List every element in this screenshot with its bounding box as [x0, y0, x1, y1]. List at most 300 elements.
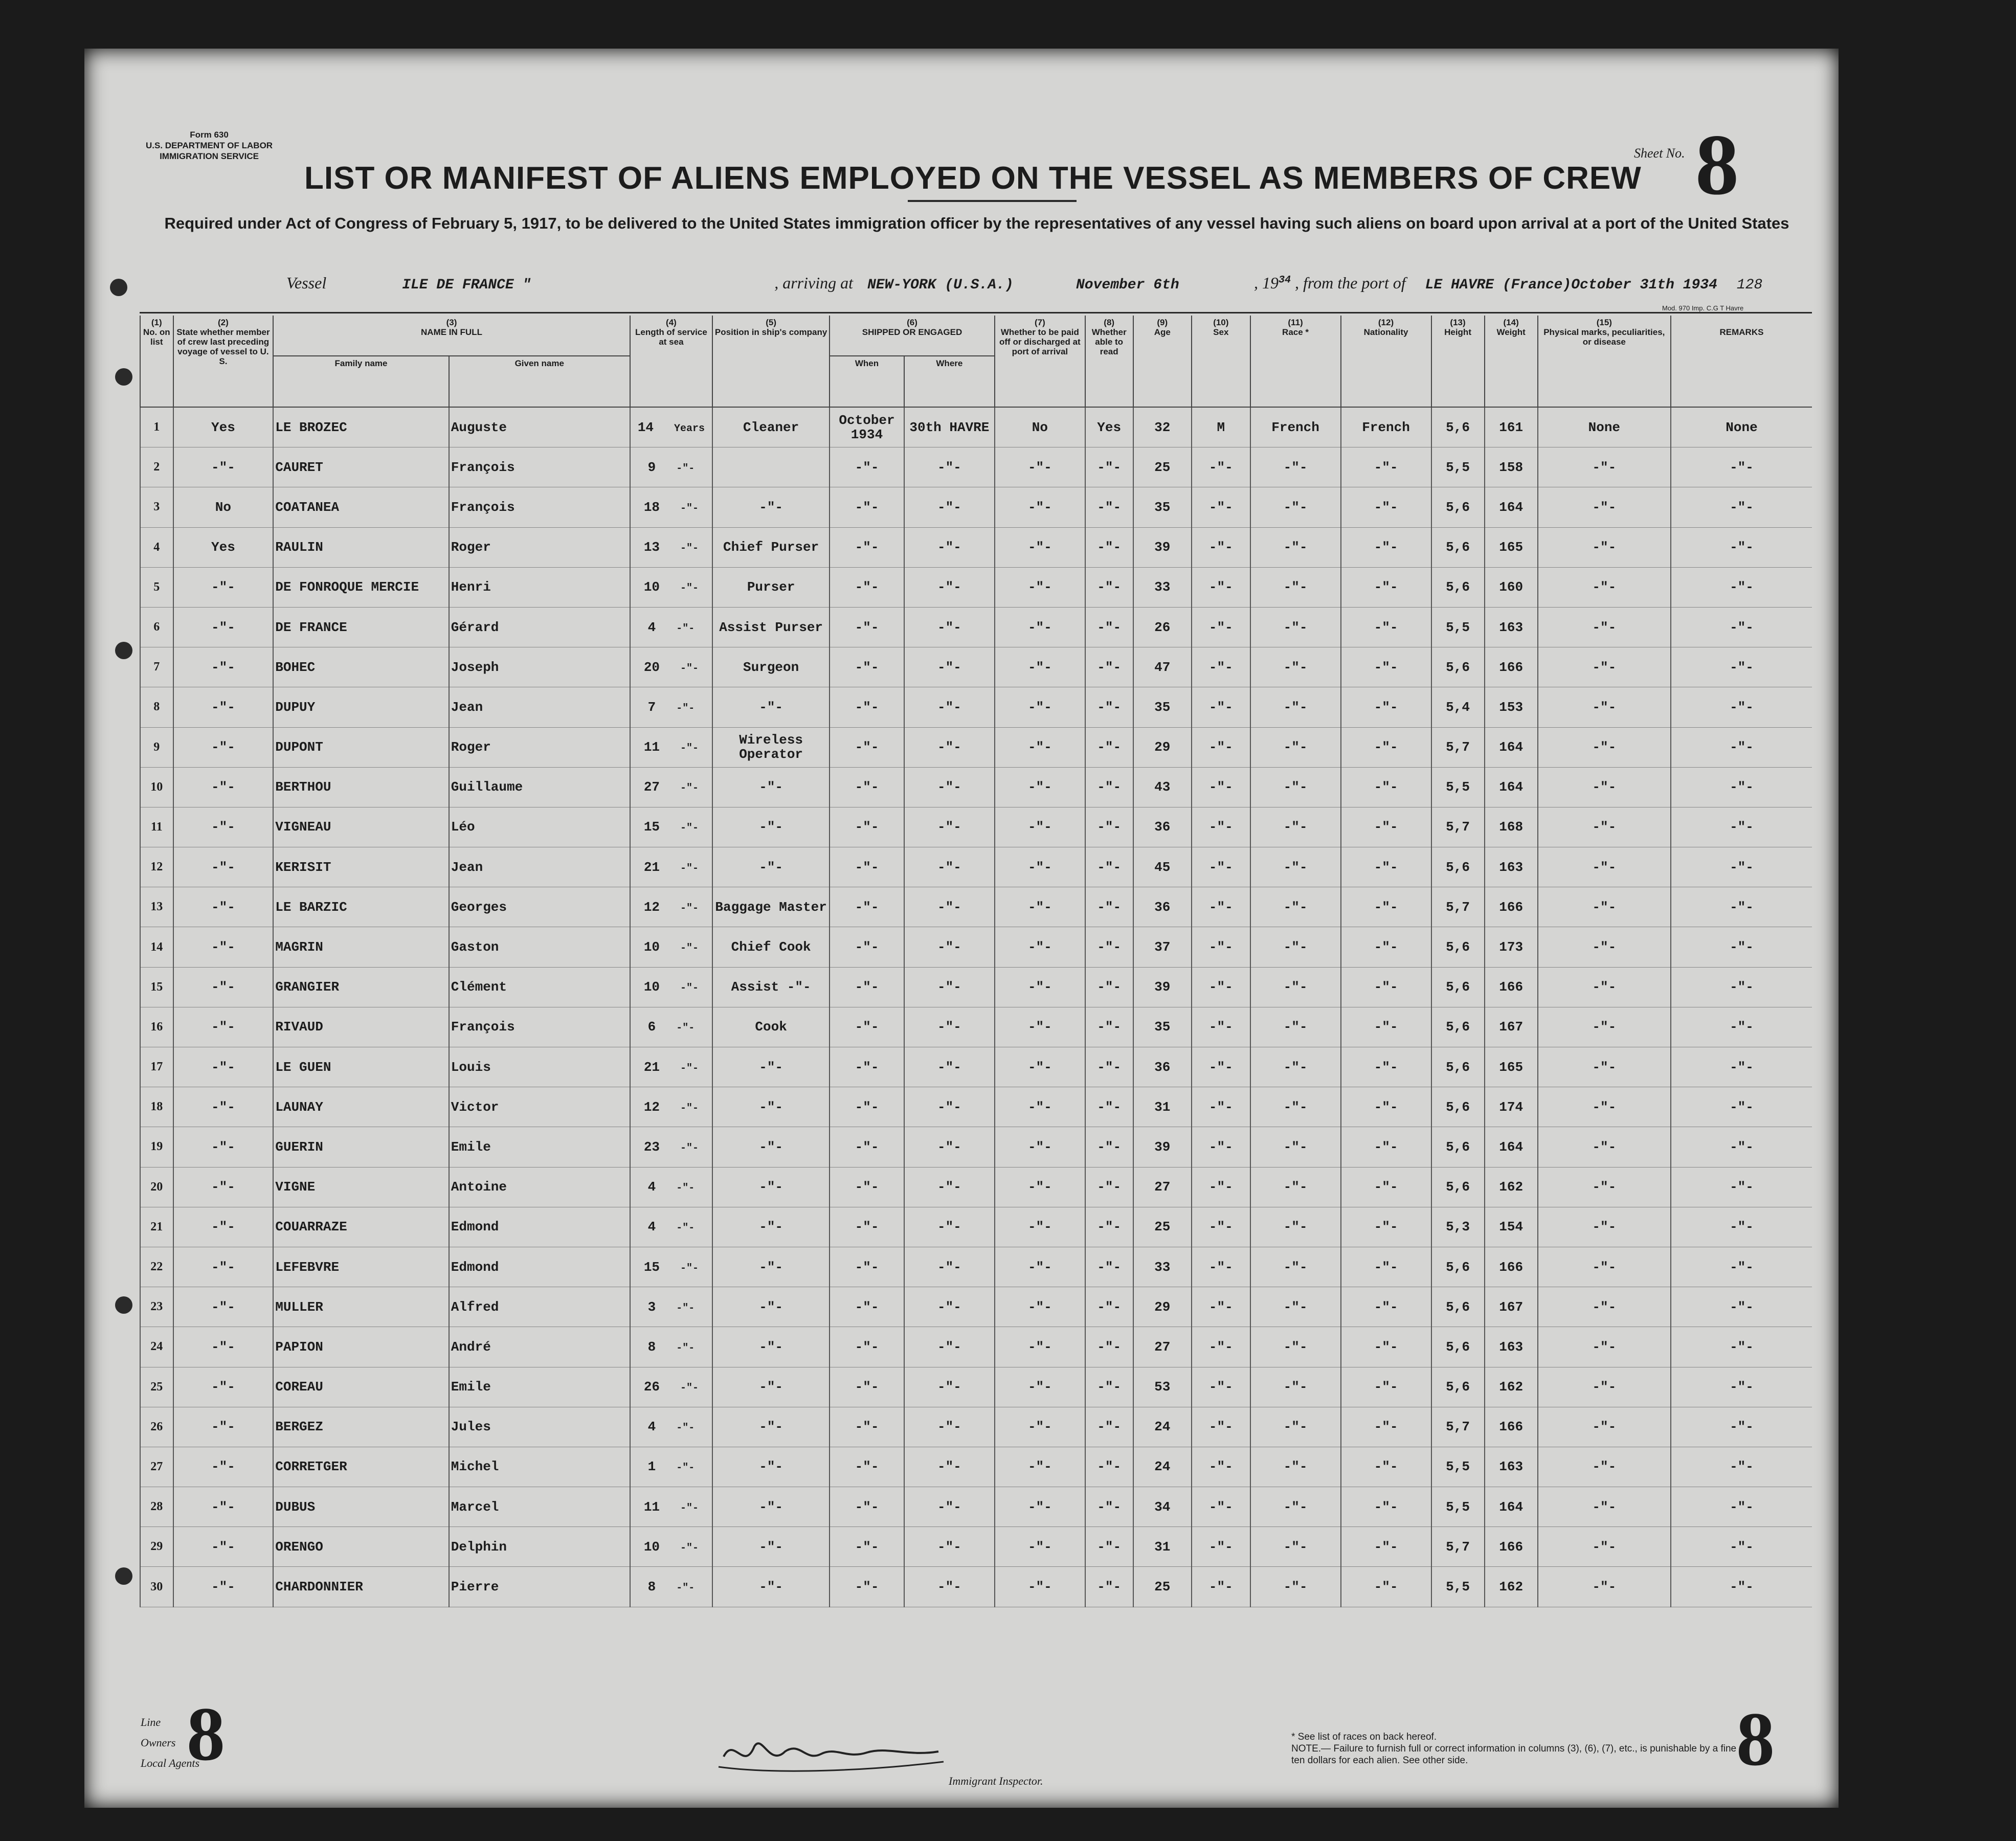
physical-marks: -"-: [1538, 1007, 1671, 1047]
service-unit: -"-: [676, 1222, 695, 1234]
service-years: [630, 1047, 712, 1087]
nationality: -"-: [1341, 807, 1431, 847]
given-name: Auguste: [449, 407, 630, 447]
service-unit: Years: [674, 422, 705, 435]
paid-off: -"-: [995, 1367, 1085, 1407]
family-name: LAUNAY: [273, 1087, 449, 1127]
paid-off: -"-: [995, 807, 1085, 847]
able-to-read: -"-: [1085, 1407, 1133, 1447]
sex: -"-: [1192, 1447, 1250, 1487]
remarks: -"-: [1671, 1207, 1812, 1247]
height: 5,6: [1431, 1007, 1485, 1047]
able-to-read: -"-: [1085, 887, 1133, 927]
sex: -"-: [1192, 1207, 1250, 1247]
family-name: CHARDONNIER: [273, 1567, 449, 1607]
remarks: -"-: [1671, 527, 1812, 567]
able-to-read: -"-: [1085, 807, 1133, 847]
weight: 166: [1485, 647, 1538, 687]
shipped-where: -"-: [904, 527, 995, 567]
age: 47: [1133, 647, 1192, 687]
family-name: VIGNE: [273, 1167, 449, 1207]
mod-note: Mod. 970 Imp. C.G T Havre: [1662, 304, 1744, 312]
table-row: [140, 967, 1812, 1007]
paid-off: -"-: [995, 967, 1085, 1007]
physical-marks: -"-: [1538, 1407, 1671, 1447]
able-to-read: -"-: [1085, 1127, 1133, 1167]
able-to-read: -"-: [1085, 567, 1133, 607]
paid-off: -"-: [995, 1047, 1085, 1087]
service-unit: -"-: [680, 1262, 699, 1274]
height: 5,6: [1431, 1247, 1485, 1287]
previous-voyage: -"-: [173, 727, 274, 767]
nationality: -"-: [1341, 1087, 1431, 1127]
weight: 162: [1485, 1167, 1538, 1207]
service-value: 4: [647, 619, 656, 635]
family-name: RAULIN: [273, 527, 449, 567]
col-2-header: (2) State whether member of crew last preceding voyage of vessel to U. S.: [173, 316, 274, 407]
position: -"-: [712, 1287, 830, 1327]
previous-voyage: -"-: [173, 1447, 274, 1487]
height: 5,7: [1431, 1407, 1485, 1447]
race: -"-: [1250, 1087, 1341, 1127]
sex: -"-: [1192, 1087, 1250, 1127]
from-label: , from the port of: [1295, 274, 1406, 292]
position: -"-: [712, 1127, 830, 1167]
title-underline: [908, 200, 1077, 202]
table-row: [140, 527, 1812, 567]
table-row: [140, 927, 1812, 967]
physical-marks: -"-: [1538, 967, 1671, 1007]
age: 53: [1133, 1367, 1192, 1407]
shipped-where: -"-: [904, 1407, 995, 1447]
family-name: GRANGIER: [273, 967, 449, 1007]
service-unit: -"-: [676, 1182, 695, 1195]
physical-marks: None: [1538, 407, 1671, 447]
able-to-read: -"-: [1085, 1207, 1133, 1247]
punch-hole: [115, 368, 132, 386]
family-name: BERTHOU: [273, 767, 449, 807]
weight: 153: [1485, 687, 1538, 727]
given-name: Alfred: [449, 1287, 630, 1327]
col-9-header: (9) Age: [1133, 316, 1192, 407]
height: 5,6: [1431, 1327, 1485, 1367]
race: -"-: [1250, 687, 1341, 727]
weight: 167: [1485, 1287, 1538, 1327]
paid-off: -"-: [995, 527, 1085, 567]
arrival-port: NEW-YORK (U.S.A.): [867, 277, 1014, 293]
previous-voyage: -"-: [173, 927, 274, 967]
row-number: 4: [140, 527, 173, 567]
able-to-read: -"-: [1085, 767, 1133, 807]
position: -"-: [712, 1087, 830, 1127]
given-name: Gaston: [449, 927, 630, 967]
row-number: 22: [140, 1247, 173, 1287]
service-years: [630, 607, 712, 647]
col-7-header: (7) Whether to be paid off or discharged at port of arrival: [995, 316, 1085, 407]
nationality: -"-: [1341, 567, 1431, 607]
service-value: 12: [643, 899, 660, 915]
row-number: 11: [140, 807, 173, 847]
nationality: -"-: [1341, 727, 1431, 767]
remarks: -"-: [1671, 447, 1812, 487]
remarks: -"-: [1671, 1247, 1812, 1287]
remarks: -"-: [1671, 647, 1812, 687]
given-name: Georges: [449, 887, 630, 927]
physical-marks: -"-: [1538, 1207, 1671, 1247]
given-name: Edmond: [449, 1207, 630, 1247]
row-number: 1: [140, 407, 173, 447]
weight: 166: [1485, 887, 1538, 927]
crew-table: [140, 316, 1812, 1607]
given-name: Pierre: [449, 1567, 630, 1607]
table-row: [140, 1167, 1812, 1207]
able-to-read: -"-: [1085, 1447, 1133, 1487]
table-row: [140, 727, 1812, 767]
able-to-read: -"-: [1085, 1327, 1133, 1367]
service-value: 23: [643, 1139, 660, 1155]
position: -"-: [712, 1327, 830, 1367]
service-unit: -"-: [680, 582, 699, 595]
given-name: Jules: [449, 1407, 630, 1447]
service-unit: -"-: [680, 1542, 699, 1554]
physical-marks: -"-: [1538, 807, 1671, 847]
height: 5,7: [1431, 1527, 1485, 1567]
weight: 164: [1485, 767, 1538, 807]
shipped-when: -"-: [830, 447, 904, 487]
shipped-when: -"-: [830, 607, 904, 647]
sex: -"-: [1192, 1527, 1250, 1567]
race: -"-: [1250, 967, 1341, 1007]
penalty-note: NOTE.— Failure to furnish full or correct information in columns (3), (6), (7), etc., is punishable by a fine of ten dollars for each alien. See other side.: [1291, 1743, 1748, 1766]
col-6-header: (6) SHIPPED OR ENGAGED: [830, 316, 995, 356]
service-years: [630, 1127, 712, 1167]
shipped-where: -"-: [904, 1247, 995, 1287]
able-to-read: -"-: [1085, 1567, 1133, 1607]
height: 5,6: [1431, 927, 1485, 967]
row-number: 26: [140, 1407, 173, 1447]
physical-marks: -"-: [1538, 1487, 1671, 1527]
row-number: 17: [140, 1047, 173, 1087]
col-3-header: (3) NAME IN FULL: [273, 316, 630, 356]
nationality: -"-: [1341, 1247, 1431, 1287]
table-row: [140, 1487, 1812, 1527]
weight: 161: [1485, 407, 1538, 447]
nationality: -"-: [1341, 927, 1431, 967]
row-number: 16: [140, 1007, 173, 1047]
service-years: [630, 1327, 712, 1367]
height: 5,4: [1431, 687, 1485, 727]
weight: 167: [1485, 1007, 1538, 1047]
nationality: -"-: [1341, 1007, 1431, 1047]
position: Assist -"-: [712, 967, 830, 1007]
able-to-read: -"-: [1085, 447, 1133, 487]
shipped-where: -"-: [904, 1047, 995, 1087]
table-row: [140, 687, 1812, 727]
service-years: [630, 1167, 712, 1207]
shipped-where: -"-: [904, 887, 995, 927]
nationality: -"-: [1341, 1407, 1431, 1447]
service-unit: -"-: [680, 782, 699, 795]
given-name: Roger: [449, 727, 630, 767]
where-header: Where: [904, 356, 995, 407]
physical-marks: -"-: [1538, 1287, 1671, 1327]
family-name-header: Family name: [273, 356, 449, 407]
position: -"-: [712, 1207, 830, 1247]
weight: 162: [1485, 1567, 1538, 1607]
punch-hole: [115, 1296, 132, 1314]
service-years: [630, 1247, 712, 1287]
shipped-where: -"-: [904, 607, 995, 647]
previous-voyage: -"-: [173, 447, 274, 487]
remarks: -"-: [1671, 1527, 1812, 1567]
age: 36: [1133, 1047, 1192, 1087]
weight: 163: [1485, 1447, 1538, 1487]
paid-off: -"-: [995, 887, 1085, 927]
nationality: -"-: [1341, 1047, 1431, 1087]
given-name: Emile: [449, 1367, 630, 1407]
position: Surgeon: [712, 647, 830, 687]
given-name-header: Given name: [449, 356, 630, 407]
height: 5,7: [1431, 727, 1485, 767]
height: 5,3: [1431, 1207, 1485, 1247]
remarks: -"-: [1671, 1447, 1812, 1487]
previous-voyage: -"-: [173, 967, 274, 1007]
remarks: -"-: [1671, 1567, 1812, 1607]
service-value: 21: [643, 859, 660, 875]
service-value: 15: [643, 1259, 660, 1275]
age: 39: [1133, 967, 1192, 1007]
family-name: PAPION: [273, 1327, 449, 1367]
weight: 164: [1485, 727, 1538, 767]
physical-marks: -"-: [1538, 1167, 1671, 1207]
row-number: 24: [140, 1327, 173, 1367]
physical-marks: -"-: [1538, 1127, 1671, 1167]
service-value: 12: [643, 1099, 660, 1115]
service-unit: -"-: [680, 942, 699, 955]
height: 5,6: [1431, 647, 1485, 687]
service-years: [630, 1207, 712, 1247]
col-5-header: (5) Position in ship's company: [712, 316, 830, 407]
shipped-where: -"-: [904, 807, 995, 847]
family-name: KERISIT: [273, 847, 449, 887]
paid-off: -"-: [995, 1127, 1085, 1167]
row-number: 14: [140, 927, 173, 967]
shipped-when: -"-: [830, 1047, 904, 1087]
age: 25: [1133, 1567, 1192, 1607]
table-row: [140, 447, 1812, 487]
race: -"-: [1250, 847, 1341, 887]
arrival-date: November 6th: [1076, 277, 1179, 293]
table-row: [140, 1087, 1812, 1127]
sex: -"-: [1192, 1247, 1250, 1287]
service-years: [630, 1087, 712, 1127]
sheet-mark-left: 8: [187, 1692, 225, 1777]
nationality: -"-: [1341, 447, 1431, 487]
service-years: [630, 1007, 712, 1047]
shipped-where: -"-: [904, 767, 995, 807]
service-years: [630, 1567, 712, 1607]
row-number: 30: [140, 1567, 173, 1607]
footer-note: [1291, 1731, 1752, 1766]
able-to-read: Yes: [1085, 407, 1133, 447]
shipped-when: -"-: [830, 1487, 904, 1527]
family-name: VIGNEAU: [273, 807, 449, 847]
nationality: -"-: [1341, 1127, 1431, 1167]
shipped-where: -"-: [904, 647, 995, 687]
nationality: -"-: [1341, 1487, 1431, 1527]
table-row: [140, 1007, 1812, 1047]
previous-voyage: -"-: [173, 887, 274, 927]
race: -"-: [1250, 1047, 1341, 1087]
weight: 158: [1485, 447, 1538, 487]
row-number: 12: [140, 847, 173, 887]
table-row: [140, 1247, 1812, 1287]
position: Chief Cook: [712, 927, 830, 967]
family-name: COATANEA: [273, 487, 449, 527]
physical-marks: -"-: [1538, 1527, 1671, 1567]
service-value: 27: [643, 779, 660, 795]
service-unit: -"-: [676, 1582, 695, 1595]
shipped-where: -"-: [904, 1087, 995, 1127]
row-number: 5: [140, 567, 173, 607]
family-name: GUERIN: [273, 1127, 449, 1167]
service-years: [630, 567, 712, 607]
able-to-read: -"-: [1085, 1527, 1133, 1567]
shipped-when: -"-: [830, 1407, 904, 1447]
col-1-header: (1) No. on list: [140, 316, 173, 407]
height: 5,7: [1431, 887, 1485, 927]
position: Cleaner: [712, 407, 830, 447]
race: -"-: [1250, 887, 1341, 927]
table-row: [140, 1127, 1812, 1167]
service-unit: -"-: [680, 662, 699, 675]
family-name: BOHEC: [273, 647, 449, 687]
service-value: 26: [643, 1379, 660, 1395]
shipped-where: -"-: [904, 447, 995, 487]
remarks: -"-: [1671, 1287, 1812, 1327]
service-unit: -"-: [680, 862, 699, 874]
previous-voyage: No: [173, 487, 274, 527]
family-name: MAGRIN: [273, 927, 449, 967]
shipped-where: -"-: [904, 1327, 995, 1367]
remarks: -"-: [1671, 847, 1812, 887]
weight: 165: [1485, 1047, 1538, 1087]
sex: -"-: [1192, 527, 1250, 567]
height: 5,6: [1431, 1287, 1485, 1327]
family-name: DE FRANCE: [273, 607, 449, 647]
able-to-read: -"-: [1085, 1287, 1133, 1327]
service-value: 11: [643, 1499, 660, 1515]
given-name: Delphin: [449, 1527, 630, 1567]
shipped-when: -"-: [830, 1087, 904, 1127]
vessel-name: ILE DE FRANCE ": [402, 277, 531, 293]
inspector-signature: [713, 1731, 949, 1777]
previous-voyage: -"-: [173, 1487, 274, 1527]
row-number: 7: [140, 647, 173, 687]
race: -"-: [1250, 527, 1341, 567]
physical-marks: -"-: [1538, 607, 1671, 647]
previous-voyage: -"-: [173, 1207, 274, 1247]
position: -"-: [712, 1407, 830, 1447]
physical-marks: -"-: [1538, 1087, 1671, 1127]
row-number: 8: [140, 687, 173, 727]
shipped-where: -"-: [904, 1207, 995, 1247]
previous-voyage: -"-: [173, 1287, 274, 1327]
service-unit: -"-: [676, 1022, 695, 1035]
family-name: LEFEBVRE: [273, 1247, 449, 1287]
voyage-line: [146, 274, 1762, 293]
previous-voyage: -"-: [173, 1567, 274, 1607]
family-name: DE FONROQUE MERCIE: [273, 567, 449, 607]
race: -"-: [1250, 1207, 1341, 1247]
previous-voyage: -"-: [173, 1167, 274, 1207]
given-name: Joseph: [449, 647, 630, 687]
shipped-when: -"-: [830, 1247, 904, 1287]
service-value: 1: [647, 1459, 656, 1475]
remarks: -"-: [1671, 567, 1812, 607]
age: 24: [1133, 1447, 1192, 1487]
position: -"-: [712, 1447, 830, 1487]
race: -"-: [1250, 767, 1341, 807]
position: Baggage Master: [712, 887, 830, 927]
shipped-where: -"-: [904, 687, 995, 727]
sex: -"-: [1192, 1407, 1250, 1447]
able-to-read: -"-: [1085, 1487, 1133, 1527]
sex: -"-: [1192, 1167, 1250, 1207]
service-years: [630, 967, 712, 1007]
previous-voyage: -"-: [173, 1327, 274, 1367]
table-row: [140, 847, 1812, 887]
paid-off: -"-: [995, 727, 1085, 767]
able-to-read: -"-: [1085, 847, 1133, 887]
previous-voyage: -"-: [173, 1007, 274, 1047]
service-value: 6: [647, 1019, 656, 1035]
race: -"-: [1250, 1247, 1341, 1287]
position: -"-: [712, 1367, 830, 1407]
sex: -"-: [1192, 1367, 1250, 1407]
shipped-when: -"-: [830, 1167, 904, 1207]
able-to-read: -"-: [1085, 1247, 1133, 1287]
table-row: [140, 807, 1812, 847]
service-unit: -"-: [680, 1502, 699, 1514]
paid-off: -"-: [995, 927, 1085, 967]
row-number: 9: [140, 727, 173, 767]
previous-voyage: -"-: [173, 1087, 274, 1127]
height: 5,5: [1431, 607, 1485, 647]
service-years: [630, 487, 712, 527]
shipped-where: -"-: [904, 1167, 995, 1207]
row-number: 10: [140, 767, 173, 807]
service-value: 11: [643, 739, 660, 755]
table-row: [140, 1407, 1812, 1447]
weight: 164: [1485, 1487, 1538, 1527]
given-name: Michel: [449, 1447, 630, 1487]
form-number: Form 630: [190, 130, 229, 140]
previous-voyage: -"-: [173, 647, 274, 687]
height: 5,7: [1431, 807, 1485, 847]
sex: -"-: [1192, 887, 1250, 927]
service-unit: -"-: [680, 743, 699, 755]
height: 5,6: [1431, 847, 1485, 887]
previous-voyage: -"-: [173, 1047, 274, 1087]
previous-voyage: -"-: [173, 1247, 274, 1287]
service-value: 4: [647, 1179, 656, 1195]
physical-marks: -"-: [1538, 1047, 1671, 1087]
age: 37: [1133, 927, 1192, 967]
family-name: ORENGO: [273, 1527, 449, 1567]
weight: 166: [1485, 967, 1538, 1007]
position: -"-: [712, 1047, 830, 1087]
